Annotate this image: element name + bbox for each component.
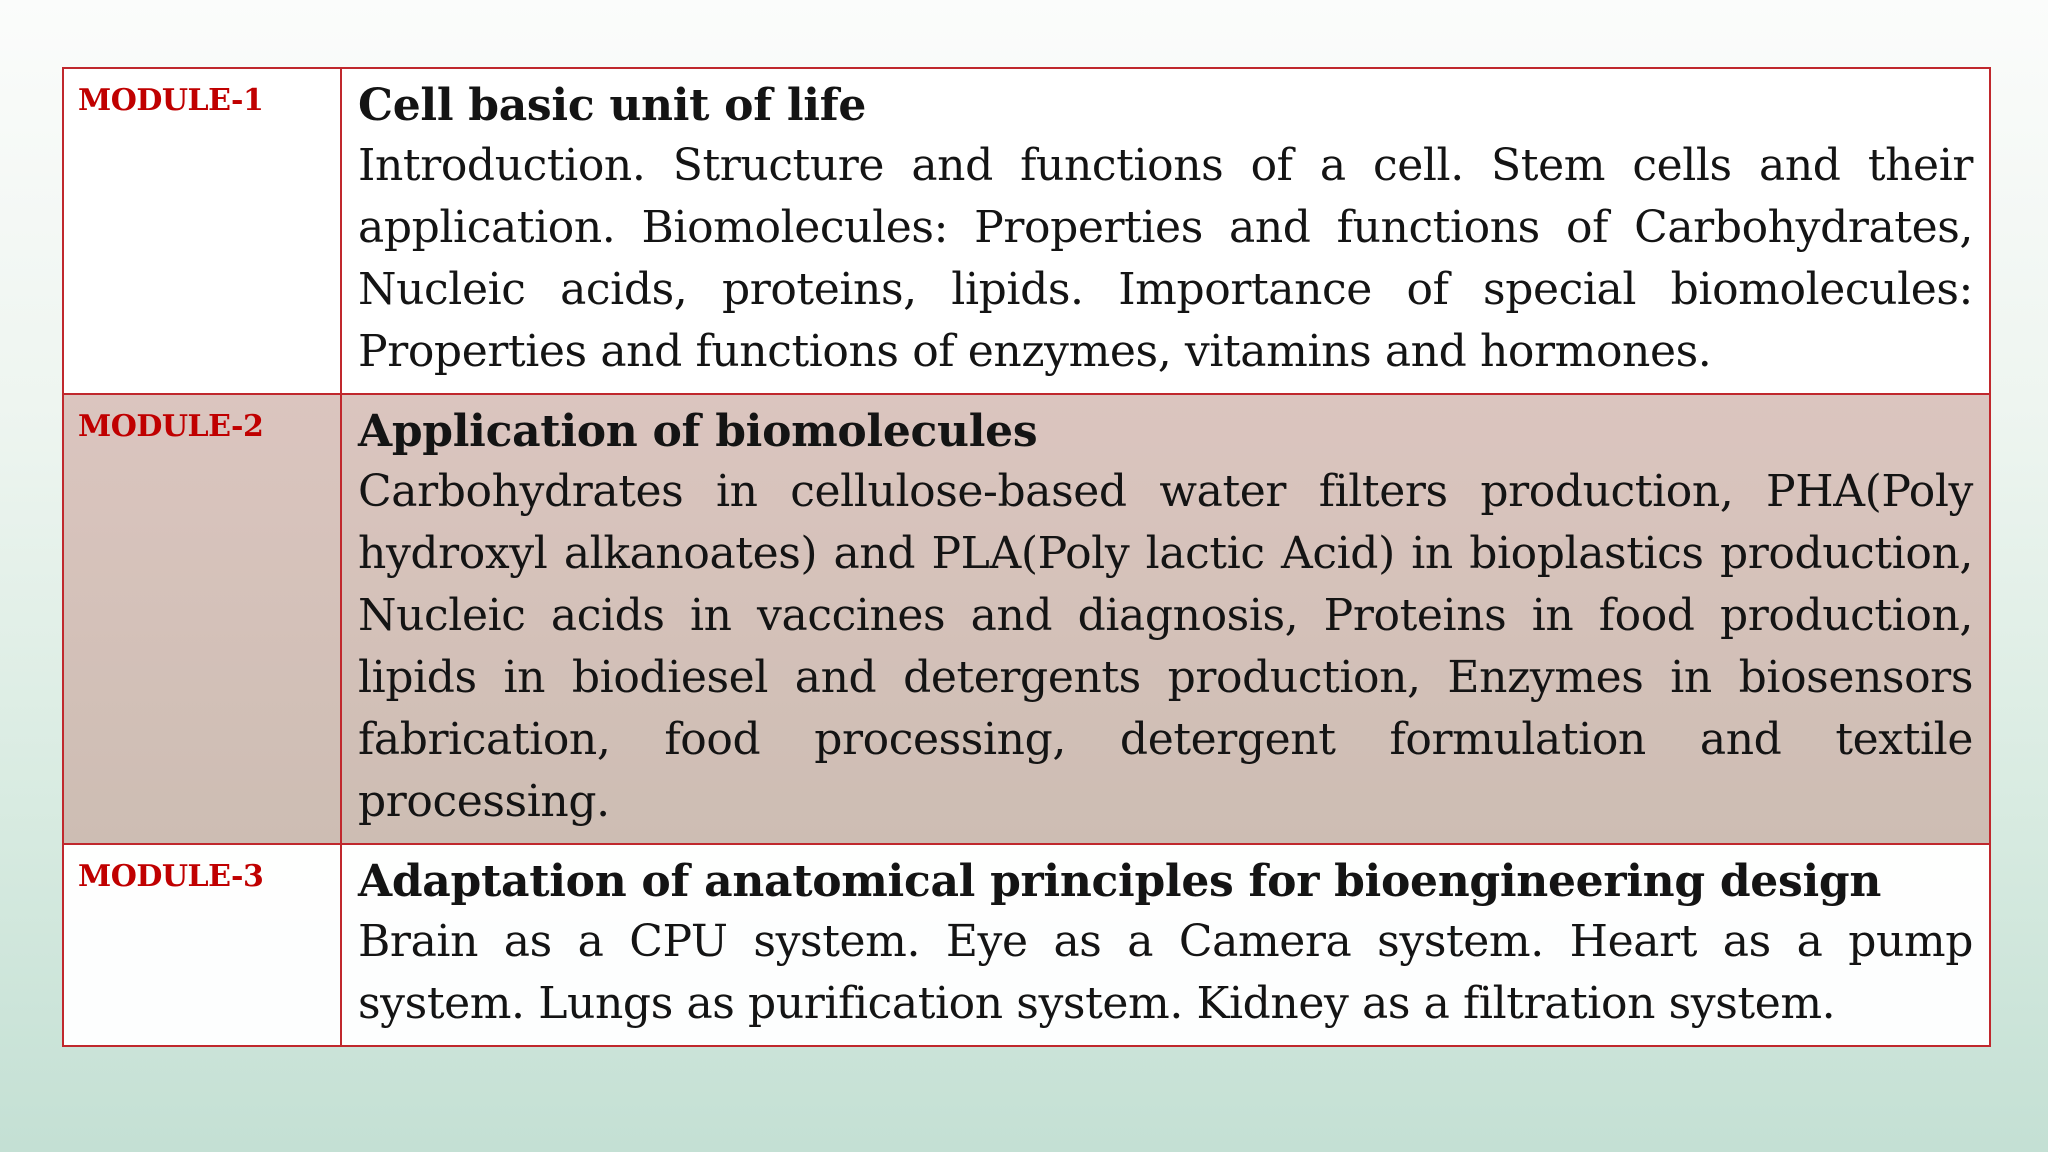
module-title: Application of biomolecules <box>358 406 1038 457</box>
module-row-2 <box>63 394 1990 844</box>
module-row-3 <box>63 844 1990 1046</box>
module-content <box>341 394 1990 844</box>
module-label: MODULE-2 <box>63 394 341 844</box>
module-row-1 <box>63 68 1990 394</box>
module-description: Introduction. Structure and functions of a cell. Stem cells and their application. Biomolecules: Properties and functions of Carbohydrates, Nucleic acids, proteins, lipids. Importance of special biomolecules: Properties and functions of enzymes, vitamins and hormones. <box>358 140 1973 377</box>
syllabus-table <box>62 67 1991 1047</box>
module-label: MODULE-1 <box>63 68 341 394</box>
module-title: Adaptation of anatomical principles for bioengineering design <box>358 856 1882 907</box>
module-description: Brain as a CPU system. Eye as a Camera system. Heart as a pump system. Lungs as purification system. Kidney as a filtration system. <box>358 916 1973 1029</box>
module-content <box>341 68 1990 394</box>
module-content <box>341 844 1990 1046</box>
module-label: MODULE-3 <box>63 844 341 1046</box>
module-description: Carbohydrates in cellulose-based water filters production, PHA(Poly hydroxyl alkanoates) and PLA(Poly lactic Acid) in bioplastics production, Nucleic acids in vaccines and diagnosis, Proteins in food production, lipids in biodiesel and detergents production, Enzymes in biosensors fabrication, food processing, detergent formulation and textile processing. <box>358 466 1973 827</box>
module-title: Cell basic unit of life <box>358 80 867 131</box>
